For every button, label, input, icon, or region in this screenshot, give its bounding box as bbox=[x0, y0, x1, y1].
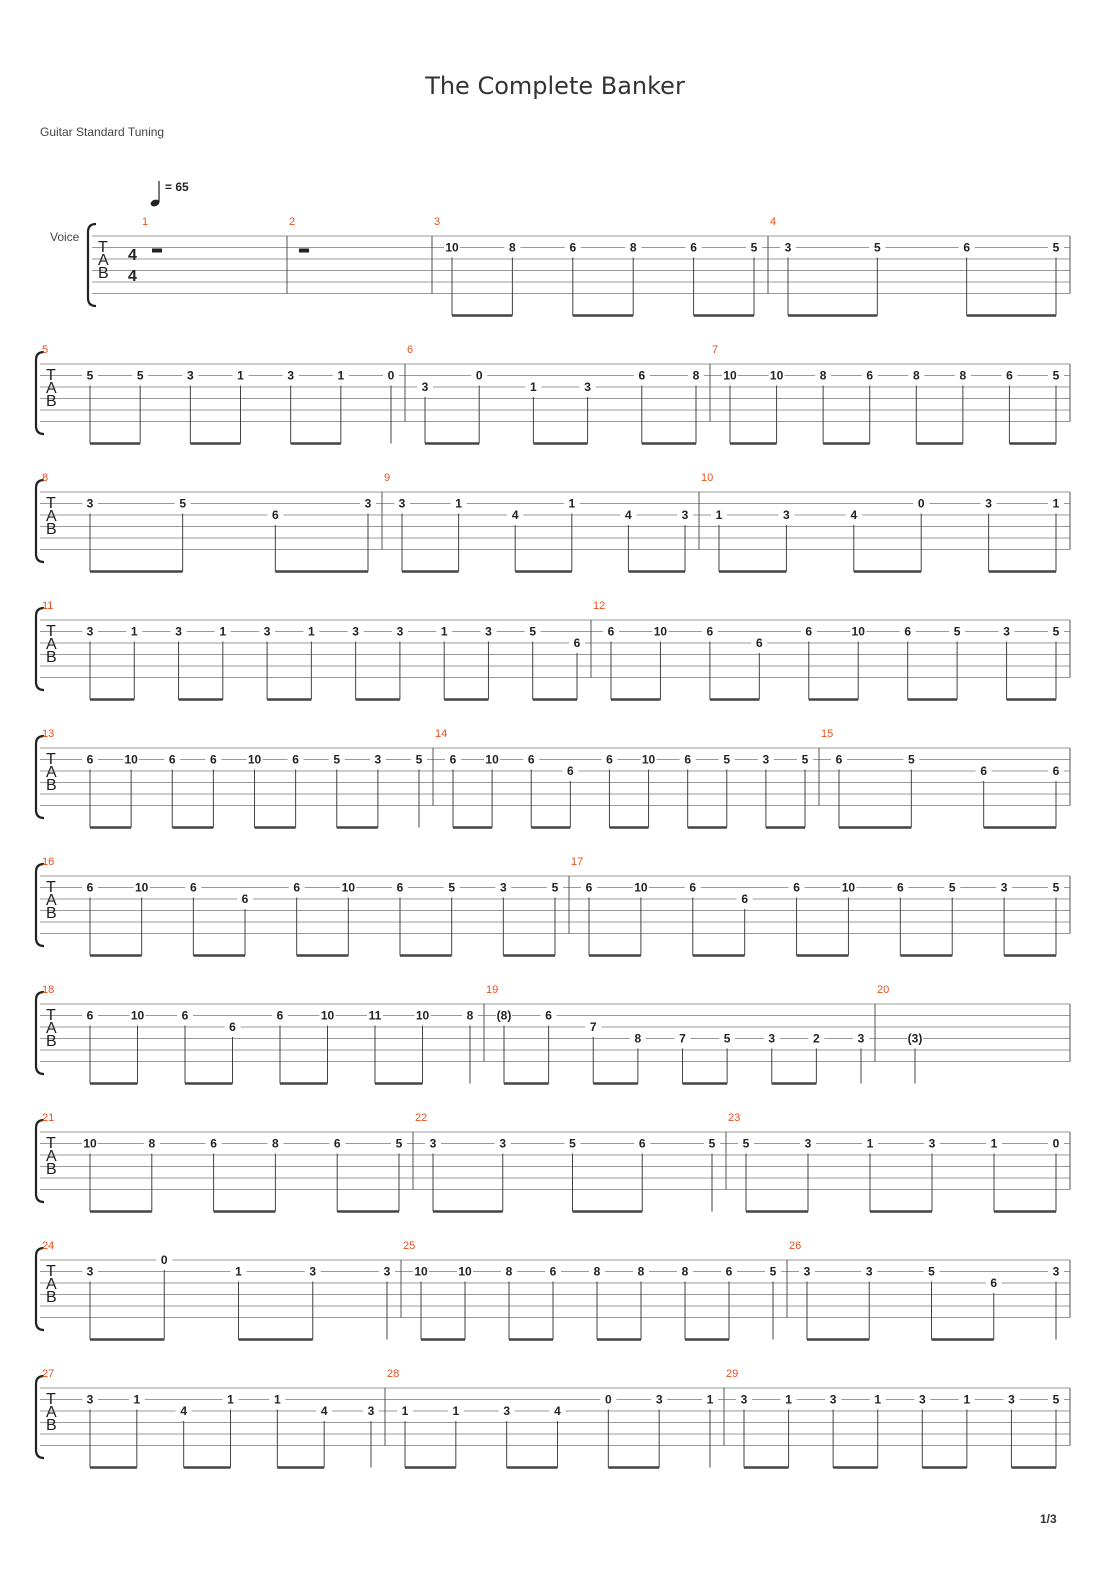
measure-number: 8 bbox=[42, 472, 49, 484]
fret-number: 3 bbox=[429, 1136, 437, 1151]
fret-number: 6 bbox=[86, 752, 94, 767]
fret-number: 5 bbox=[723, 1031, 731, 1046]
fret-number: 5 bbox=[395, 1136, 403, 1151]
fret-number: 3 bbox=[374, 752, 382, 767]
fret-number: 0 bbox=[475, 368, 483, 383]
fret-number: 6 bbox=[980, 764, 988, 778]
fret-number: 0 bbox=[387, 368, 395, 383]
fret-number: 3 bbox=[263, 624, 271, 639]
fret-number: 1 bbox=[963, 1392, 971, 1407]
time-sig-numerator: 4 bbox=[128, 247, 137, 264]
fret-number: 4 bbox=[180, 1404, 188, 1418]
fret-number: 6 bbox=[585, 880, 593, 895]
fret-number: 1 bbox=[130, 624, 138, 639]
fret-number: 1 bbox=[219, 624, 227, 639]
fret-number: 3 bbox=[857, 1031, 865, 1046]
tab-clef-letter: A bbox=[46, 1020, 57, 1037]
fret-number: 1 bbox=[401, 1404, 409, 1418]
fret-number: 5 bbox=[179, 496, 187, 511]
fret-number: 5 bbox=[1052, 880, 1060, 895]
fret-number: 3 bbox=[655, 1392, 663, 1407]
fret-number: 3 bbox=[86, 624, 94, 639]
rest-icon bbox=[152, 249, 162, 253]
tab-clef-letter: T bbox=[46, 1391, 56, 1408]
fret-number: 6 bbox=[210, 752, 217, 767]
measure-number: 25 bbox=[403, 1240, 416, 1252]
fret-number: 6 bbox=[706, 624, 714, 639]
fret-number: 3 bbox=[186, 368, 194, 383]
measure-number: 2 bbox=[289, 216, 296, 228]
fret-number: 6 bbox=[896, 880, 904, 895]
fret-number: 6 bbox=[805, 624, 813, 639]
fret-number: 5 bbox=[86, 368, 94, 383]
fret-number: 5 bbox=[708, 1136, 716, 1151]
fret-number: 3 bbox=[783, 508, 790, 522]
fret-number: 5 bbox=[742, 1136, 750, 1151]
track-name: Voice bbox=[50, 230, 80, 244]
tab-clef-letter: B bbox=[46, 1417, 57, 1434]
fret-number: 8 bbox=[637, 1264, 645, 1279]
fret-number: 6 bbox=[527, 752, 535, 767]
fret-number: 10 bbox=[458, 1264, 472, 1279]
fret-number: 3 bbox=[367, 1404, 375, 1418]
fret-number: 5 bbox=[1052, 1392, 1060, 1407]
tab-clef-letter: B bbox=[46, 905, 57, 922]
fret-number: 10 bbox=[415, 1008, 430, 1023]
fret-number: 3 bbox=[396, 624, 404, 639]
fret-number: 10 bbox=[414, 1264, 428, 1279]
tab-clef-letter: B bbox=[98, 265, 109, 282]
fret-number: 6 bbox=[86, 880, 94, 895]
fret-number: 6 bbox=[904, 624, 912, 639]
fret-number: 5 bbox=[953, 624, 961, 639]
fret-number: 0 bbox=[917, 496, 925, 511]
fret-number: 1 bbox=[237, 368, 244, 383]
fret-number: 10 bbox=[485, 752, 499, 767]
fret-number: 5 bbox=[750, 240, 758, 255]
fret-number: 6 bbox=[229, 1020, 236, 1034]
fret-number: 1 bbox=[1052, 496, 1060, 511]
measure-number: 23 bbox=[728, 1112, 741, 1124]
fret-number: 7 bbox=[589, 1020, 597, 1034]
fret-number: 3 bbox=[175, 624, 182, 639]
fret-number: 6 bbox=[684, 752, 692, 767]
fret-number: 8 bbox=[819, 368, 827, 383]
tab-clef-letter: A bbox=[46, 380, 57, 397]
measure-number: 28 bbox=[387, 1368, 400, 1380]
fret-number: 2 bbox=[813, 1031, 820, 1046]
fret-number: 6 bbox=[690, 240, 697, 255]
fret-number: 3 bbox=[740, 1392, 748, 1407]
tab-clef-letter: A bbox=[46, 1148, 57, 1165]
fret-number: 6 bbox=[333, 1136, 341, 1151]
fret-number: 8 bbox=[509, 240, 516, 255]
fret-number: 3 bbox=[784, 240, 792, 255]
fret-number: 1 bbox=[530, 380, 537, 394]
fret-number: 5 bbox=[551, 880, 559, 895]
fret-number: 6 bbox=[638, 1136, 646, 1151]
fret-number: 1 bbox=[568, 496, 576, 511]
fret-number: 3 bbox=[681, 508, 689, 522]
fret-number: (8) bbox=[496, 1008, 512, 1023]
fret-number: 6 bbox=[689, 880, 697, 895]
measure-number: 15 bbox=[821, 728, 834, 740]
tab-clef-letter: B bbox=[46, 1033, 57, 1050]
fret-number: 8 bbox=[681, 1264, 689, 1279]
fret-number: 6 bbox=[276, 1008, 284, 1023]
fret-number: 6 bbox=[607, 624, 615, 639]
measure-number: 16 bbox=[42, 856, 55, 868]
fret-number: 8 bbox=[629, 240, 637, 255]
fret-number: 6 bbox=[606, 752, 613, 767]
fret-number: 5 bbox=[1052, 368, 1060, 383]
fret-number: 5 bbox=[948, 880, 956, 895]
tab-clef-letter: A bbox=[46, 764, 57, 781]
tab-clef-letter: A bbox=[46, 636, 57, 653]
measure-number: 21 bbox=[42, 1112, 55, 1124]
fret-number: 1 bbox=[715, 508, 723, 522]
fret-number: 0 bbox=[604, 1392, 612, 1407]
fret-number: 0 bbox=[1052, 1136, 1060, 1151]
fret-number: 3 bbox=[499, 1136, 507, 1151]
fret-number: 1 bbox=[452, 1404, 460, 1418]
fret-number: 4 bbox=[850, 508, 858, 522]
fret-number: 10 bbox=[83, 1136, 97, 1151]
tab-clef-letter: T bbox=[98, 239, 108, 256]
fret-number: 6 bbox=[292, 752, 299, 767]
fret-number: 8 bbox=[634, 1031, 642, 1046]
fret-number: 10 bbox=[320, 1008, 335, 1023]
fret-number: 1 bbox=[455, 496, 462, 511]
fret-number: 5 bbox=[136, 368, 144, 383]
fret-number: 10 bbox=[445, 240, 459, 255]
measure-number: 9 bbox=[384, 472, 391, 484]
fret-number: 4 bbox=[511, 508, 519, 522]
fret-number: 6 bbox=[725, 1264, 733, 1279]
fret-number: 5 bbox=[1052, 240, 1060, 255]
fret-number: 3 bbox=[985, 496, 992, 511]
measure-number: 12 bbox=[593, 600, 606, 612]
measure-number: 4 bbox=[770, 216, 777, 228]
tuning-label: Guitar Standard Tuning bbox=[40, 125, 165, 139]
fret-number: 0 bbox=[160, 1253, 168, 1267]
tab-clef-letter: B bbox=[46, 393, 57, 410]
tempo-value: = 65 bbox=[165, 180, 189, 194]
fret-number: 3 bbox=[86, 1392, 94, 1407]
fret-number: 5 bbox=[529, 624, 537, 639]
fret-number: 3 bbox=[364, 496, 372, 511]
measure-number: 5 bbox=[42, 344, 49, 356]
fret-number: 6 bbox=[271, 508, 279, 522]
fret-number: 1 bbox=[440, 624, 448, 639]
fret-number: 1 bbox=[706, 1392, 714, 1407]
measure-number: 14 bbox=[435, 728, 448, 740]
fret-number: 1 bbox=[308, 624, 315, 639]
fret-number: 8 bbox=[912, 368, 920, 383]
tab-clef-letter: A bbox=[98, 252, 109, 269]
measure-number: 1 bbox=[142, 216, 149, 228]
fret-number: 6 bbox=[835, 752, 843, 767]
fret-number: 1 bbox=[874, 1392, 882, 1407]
measure-number: 24 bbox=[42, 1240, 55, 1252]
fret-number: 4 bbox=[320, 1404, 328, 1418]
measure-number: 10 bbox=[701, 472, 714, 484]
fret-number: 6 bbox=[1006, 368, 1013, 383]
fret-number: 11 bbox=[368, 1008, 382, 1023]
fret-number: 6 bbox=[189, 880, 197, 895]
fret-number: 5 bbox=[1052, 624, 1060, 639]
fret-number: 6 bbox=[741, 892, 749, 906]
fret-number: 3 bbox=[287, 368, 295, 383]
fret-number: 6 bbox=[241, 892, 249, 906]
measure-number: 3 bbox=[434, 216, 441, 228]
tab-clef-letter: A bbox=[46, 1404, 57, 1421]
tab-clef-letter: A bbox=[46, 1276, 57, 1293]
tab-clef-letter: A bbox=[46, 892, 57, 909]
fret-number: 10 bbox=[641, 752, 656, 767]
fret-number: 8 bbox=[505, 1264, 513, 1279]
fret-number: 10 bbox=[130, 1008, 145, 1023]
tab-clef-letter: B bbox=[46, 649, 57, 666]
fret-number: 3 bbox=[584, 380, 591, 394]
rest-icon bbox=[299, 249, 309, 253]
tab-clef-letter: T bbox=[46, 751, 56, 768]
fret-number: 3 bbox=[865, 1264, 873, 1279]
fret-number: 5 bbox=[873, 240, 881, 255]
fret-number: 6 bbox=[566, 764, 574, 778]
fret-number: 10 bbox=[851, 624, 865, 639]
fret-number: 3 bbox=[1008, 1392, 1015, 1407]
fret-number: 7 bbox=[679, 1031, 686, 1046]
fret-number: 10 bbox=[653, 624, 668, 639]
fret-number: 8 bbox=[593, 1264, 601, 1279]
fret-number: 6 bbox=[549, 1264, 557, 1279]
fret-number: 3 bbox=[768, 1031, 776, 1046]
fret-number: 1 bbox=[227, 1392, 234, 1407]
fret-number: 3 bbox=[499, 880, 507, 895]
fret-number: 3 bbox=[383, 1264, 391, 1279]
fret-number: 3 bbox=[421, 380, 429, 394]
measure-number: 29 bbox=[726, 1368, 739, 1380]
tab-clef-letter: T bbox=[46, 1007, 56, 1024]
fret-number: 3 bbox=[352, 624, 359, 639]
fret-number: 6 bbox=[866, 368, 874, 383]
fret-number: 1 bbox=[866, 1136, 874, 1151]
fret-number: 5 bbox=[415, 752, 423, 767]
fret-number: 6 bbox=[569, 240, 577, 255]
fret-number: 1 bbox=[235, 1264, 242, 1279]
measure-number: 20 bbox=[877, 984, 890, 996]
measure-number: 18 bbox=[42, 984, 55, 996]
fret-number: 10 bbox=[634, 880, 648, 895]
tab-clef-letter: B bbox=[46, 1161, 57, 1178]
fret-number: 10 bbox=[247, 752, 262, 767]
fret-number: 6 bbox=[449, 752, 457, 767]
fret-number: 1 bbox=[273, 1392, 281, 1407]
measure-number: 17 bbox=[571, 856, 584, 868]
fret-number: 4 bbox=[625, 508, 632, 522]
tab-clef-letter: A bbox=[46, 508, 57, 525]
fret-number: 5 bbox=[907, 752, 915, 767]
fret-number: 3 bbox=[86, 496, 94, 511]
fret-number: 6 bbox=[168, 752, 176, 767]
tab-clef-letter: T bbox=[46, 1263, 56, 1280]
fret-number: 3 bbox=[918, 1392, 926, 1407]
tab-clef-letter: T bbox=[46, 623, 56, 640]
fret-number: 6 bbox=[545, 1008, 552, 1023]
fret-number: 6 bbox=[210, 1136, 217, 1151]
measure-number: 13 bbox=[42, 728, 55, 740]
fret-number: 3 bbox=[1000, 880, 1008, 895]
fret-number: 8 bbox=[148, 1136, 156, 1151]
fret-number: 6 bbox=[293, 880, 301, 895]
time-sig-denominator: 4 bbox=[128, 268, 137, 285]
measure-number: 27 bbox=[42, 1368, 55, 1380]
fret-number: 6 bbox=[86, 1008, 94, 1023]
score-title: The Complete Banker bbox=[425, 72, 685, 100]
fret-number: 5 bbox=[928, 1264, 935, 1279]
fret-number: 8 bbox=[692, 368, 700, 383]
fret-number: 3 bbox=[928, 1136, 936, 1151]
tab-clef-letter: T bbox=[46, 879, 56, 896]
page-number: 1/3 bbox=[1040, 1512, 1057, 1526]
fret-number: 5 bbox=[448, 880, 456, 895]
fret-number: 3 bbox=[86, 1264, 94, 1279]
fret-number: 6 bbox=[396, 880, 404, 895]
fret-number: 1 bbox=[337, 368, 345, 383]
fret-number: 3 bbox=[1003, 624, 1010, 639]
fret-number: 5 bbox=[769, 1264, 777, 1279]
fret-number: 3 bbox=[803, 1264, 811, 1279]
fret-number: 8 bbox=[466, 1008, 474, 1023]
fret-number: 3 bbox=[1052, 1264, 1060, 1279]
measure-number: 26 bbox=[789, 1240, 802, 1252]
fret-number: 6 bbox=[638, 368, 646, 383]
fret-number: 3 bbox=[398, 496, 406, 511]
fret-number: 1 bbox=[785, 1392, 792, 1407]
fret-number: 10 bbox=[769, 368, 784, 383]
fret-number: 3 bbox=[309, 1264, 317, 1279]
fret-number: 3 bbox=[503, 1404, 511, 1418]
fret-number: 6 bbox=[181, 1008, 189, 1023]
fret-number: 10 bbox=[723, 368, 737, 383]
fret-number: 6 bbox=[573, 636, 581, 650]
fret-number: 3 bbox=[485, 624, 492, 639]
measure-number: 19 bbox=[486, 984, 499, 996]
fret-number: 4 bbox=[554, 1404, 561, 1418]
tab-clef-letter: T bbox=[46, 367, 56, 384]
tab-clef-letter: B bbox=[46, 1289, 57, 1306]
fret-number: 5 bbox=[569, 1136, 576, 1151]
fret-number: 5 bbox=[723, 752, 731, 767]
fret-number: 6 bbox=[963, 240, 971, 255]
fret-number: 5 bbox=[333, 752, 341, 767]
fret-number: 3 bbox=[829, 1392, 837, 1407]
measure-number: 22 bbox=[415, 1112, 428, 1124]
fret-number: 1 bbox=[990, 1136, 998, 1151]
fret-number: 10 bbox=[841, 880, 856, 895]
fret-number: 3 bbox=[804, 1136, 812, 1151]
fret-number: 6 bbox=[793, 880, 800, 895]
tab-clef-letter: B bbox=[46, 777, 57, 794]
measure-number: 7 bbox=[712, 344, 719, 356]
fret-number: 3 bbox=[762, 752, 770, 767]
fret-number: 5 bbox=[801, 752, 809, 767]
fret-number: 10 bbox=[134, 880, 149, 895]
fret-number: 10 bbox=[341, 880, 356, 895]
fret-number: 10 bbox=[124, 752, 138, 767]
tab-clef-letter: T bbox=[46, 1135, 56, 1152]
fret-number: 1 bbox=[133, 1392, 141, 1407]
fret-number: 8 bbox=[272, 1136, 279, 1151]
tab-clef-letter: T bbox=[46, 495, 56, 512]
measure-number: 11 bbox=[42, 600, 54, 612]
tab-clef-letter: B bbox=[46, 521, 57, 538]
fret-number: 8 bbox=[959, 368, 967, 383]
fret-number: 6 bbox=[1052, 764, 1060, 778]
fret-number: (3) bbox=[907, 1031, 923, 1046]
fret-number: 6 bbox=[755, 636, 763, 650]
fret-number: 6 bbox=[990, 1276, 998, 1290]
measure-number: 6 bbox=[407, 344, 414, 356]
